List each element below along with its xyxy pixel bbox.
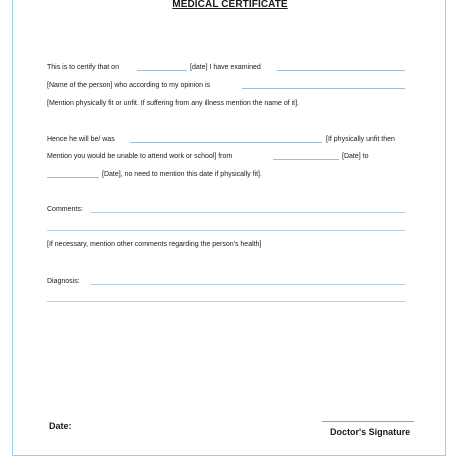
fit-note-text: [Date], no need to mention this date if physically fit]. — [102, 171, 262, 178]
diagnosis-label: Diagnosis: — [47, 278, 80, 285]
unfit-instruction-text: [If physically unfit then — [326, 136, 395, 143]
from-date-blank[interactable] — [273, 159, 339, 160]
exam-date-blank[interactable] — [137, 70, 187, 71]
date-to-text: [Date] to — [342, 153, 369, 160]
comments-line-2[interactable] — [47, 230, 405, 231]
diagnosis-line-1[interactable] — [90, 284, 405, 285]
to-date-blank[interactable] — [47, 177, 99, 178]
fitness-instruction-text: [Mention physically fit or unfit. If suffering from any illness mention the name of it]. — [47, 100, 299, 107]
examined-text: [date] I have examined — [190, 64, 261, 71]
diagnosis-line-2[interactable] — [47, 301, 405, 302]
comments-note-text: [If necessary, mention other comments regarding the person's health] — [47, 241, 262, 248]
patient-name-blank[interactable] — [277, 70, 405, 71]
opinion-blank[interactable] — [242, 88, 405, 89]
certify-text: This is to certify that on — [47, 64, 119, 71]
comments-line-1[interactable] — [90, 212, 405, 213]
unable-attend-text: Mention you would be unable to attend work or school] from — [47, 153, 233, 160]
signature-line[interactable] — [322, 421, 414, 422]
page-title: MEDICAL CERTIFICATE — [172, 0, 288, 10]
status-blank[interactable] — [130, 142, 322, 143]
name-opinion-text: [Name of the person] who according to my opinion is — [47, 82, 211, 89]
comments-label: Comments: — [47, 206, 83, 213]
date-label: Date: — [49, 421, 72, 431]
signature-label: Doctor's Signature — [330, 427, 411, 437]
hence-text: Hence he will be/ was — [47, 136, 115, 143]
